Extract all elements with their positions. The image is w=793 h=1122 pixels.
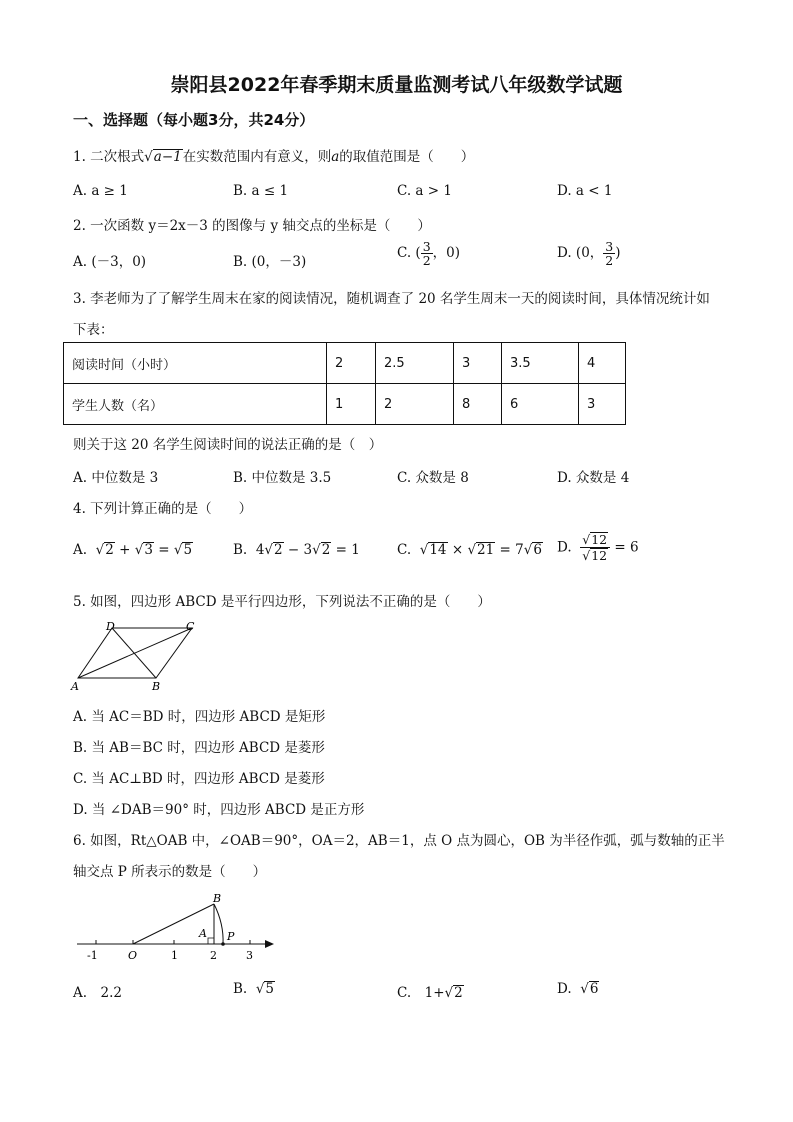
table-cell: 3 xyxy=(454,343,502,384)
q4-option-d: D. $\frac{√12}{√12}$ = 6 xyxy=(557,532,639,564)
vertex-label-c: C xyxy=(186,620,195,633)
radical-sign: √ xyxy=(264,542,274,558)
axis-arrow xyxy=(265,940,274,948)
q2-d-post: ) xyxy=(615,245,621,262)
radical-sign: √ xyxy=(255,981,265,997)
q2-d-fraction xyxy=(603,240,615,267)
table-cell: 学生人数（名） xyxy=(64,384,327,425)
q4-d-rhs: 6 xyxy=(630,539,639,556)
q4-d-num: 12 xyxy=(591,532,608,547)
q2-option-b: B. (0，－3) xyxy=(233,254,307,270)
q3-option-a: A. 中位数是 3 xyxy=(73,470,159,486)
q4-c-c: 7 xyxy=(515,542,524,558)
table-cell: 2.5 xyxy=(376,343,454,384)
radical-sign: √ xyxy=(95,542,105,558)
radical-sign: √ xyxy=(582,532,591,547)
question-4: 4. 下列计算正确的是（ ） xyxy=(73,501,253,517)
q1-text-post: 在实数范围内有意义，则 xyxy=(182,149,332,165)
q4-b-r1: 2 xyxy=(274,542,283,558)
origin-label: O xyxy=(128,949,138,962)
q2-c-post: ，0) xyxy=(432,245,461,262)
q3-option-d: D. 众数是 4 xyxy=(557,470,630,486)
q4-b-label: B. xyxy=(233,542,248,558)
tick-label: 3 xyxy=(246,949,253,962)
q6-c-label: C. 1+ xyxy=(397,985,445,1001)
q6-d-label: D. xyxy=(557,981,572,997)
table-cell: 3.5 xyxy=(502,343,579,384)
q4-option-c: C. √14 × √21 = 7√6 xyxy=(397,542,542,558)
parallelogram-figure xyxy=(68,618,203,693)
table-cell: 2 xyxy=(327,343,376,384)
q6-option-c xyxy=(397,981,464,1002)
section-heading: 一、选择题（每小题3分，共24分） xyxy=(73,111,315,129)
q5-option-b: B. 当 AB＝BC 时，四边形 ABCD 是菱形 xyxy=(73,740,325,756)
table-cell: 3 xyxy=(579,384,626,425)
q2-option-a: A. (－3，0) xyxy=(73,254,147,270)
q1-option-b: B. a ≤ 1 xyxy=(233,183,289,199)
q2-c-fraction xyxy=(421,240,433,267)
q6-b-label: B. xyxy=(233,981,248,997)
table-cell: 8 xyxy=(454,384,502,425)
question-6-line1: 6. 如图，Rt△OAB 中，∠OAB＝90°，OA＝2，AB＝1，点 O 点为圆心，OB 为半径作弧，弧与数轴的正半 xyxy=(73,833,725,849)
q4-c-r2: 21 xyxy=(477,542,495,558)
table-row xyxy=(64,343,626,384)
q4-a-r2: 3 xyxy=(144,542,153,558)
q5-option-c: C. 当 AC⊥BD 时，四边形 ABCD 是菱形 xyxy=(73,771,325,787)
q5-option-a: A. 当 AC＝BD 时，四边形 ABCD 是矩形 xyxy=(73,709,326,725)
question-3-line2: 下表： xyxy=(73,322,114,338)
q4-c-label: C. xyxy=(397,542,412,558)
radical-sign: √ xyxy=(144,149,153,165)
q3-option-b: B. 中位数是 3.5 xyxy=(233,470,332,486)
q2-c-num: 3 xyxy=(422,239,431,254)
q1-option-d: D. a < 1 xyxy=(557,183,613,199)
q1-option-a: A. a ≥ 1 xyxy=(73,183,128,199)
q4-option-b: B. 4√2 − 3√2 = 1 xyxy=(233,542,360,558)
table-row xyxy=(64,384,626,425)
q6-c-rad: 2 xyxy=(454,985,463,1001)
point-b-label: B xyxy=(213,892,222,905)
q3-option-c: C. 众数是 8 xyxy=(397,470,469,486)
q4-d-num-wrap xyxy=(580,532,610,548)
vertex-label-a: A xyxy=(71,680,79,693)
q4-d-den-wrap xyxy=(582,548,608,563)
radical-sign: √ xyxy=(523,542,533,558)
q2-option-d xyxy=(557,240,621,267)
q4-b-rhs: 1 xyxy=(351,542,360,558)
q4-a-r1: 2 xyxy=(105,542,114,558)
q4-b-r2: 2 xyxy=(321,542,331,558)
point-p-label: P xyxy=(227,930,235,943)
q2-d-num: 3 xyxy=(605,239,614,254)
question-5: 5. 如图，四边形 ABCD 是平行四边形，下列说法不正确的是（ ） xyxy=(73,594,491,610)
q4-d-fraction xyxy=(580,532,610,564)
q4-d-den: 12 xyxy=(591,548,608,564)
tick-label: 2 xyxy=(210,949,217,962)
q1-text-post2: 的取值范围是（ ） xyxy=(339,149,475,165)
tick-label: -1 xyxy=(87,949,98,962)
q2-c-pre: C. ( xyxy=(397,245,421,262)
radical-sign: √ xyxy=(419,542,429,558)
vertex-label-d: D xyxy=(106,620,115,633)
q4-a-label: A. xyxy=(73,542,88,558)
number-line-figure xyxy=(72,890,282,965)
question-2: 2. 一次函数 y＝2x－3 的图像与 y 轴交点的坐标是（ ） xyxy=(73,218,431,234)
q6-option-d xyxy=(557,981,599,998)
q2-option-c xyxy=(397,240,460,267)
radical-sign: √ xyxy=(467,542,477,558)
reading-time-table xyxy=(63,342,626,425)
q4-a-r3: 5 xyxy=(183,542,193,558)
q2-d-den: 2 xyxy=(605,253,614,269)
radical-sign: √ xyxy=(173,542,183,558)
page-title: 崇阳县2022年春季期末质量监测考试八年级数学试题 xyxy=(170,74,623,96)
point-a-label: A xyxy=(199,927,207,940)
question-1 xyxy=(73,145,474,166)
q2-c-den: 2 xyxy=(422,253,431,269)
q4-d-label: D. xyxy=(557,539,572,556)
radical-sign: √ xyxy=(580,981,589,997)
q1-var: a xyxy=(331,149,340,165)
radical-sign: √ xyxy=(444,985,454,1001)
q6-b-rad: 5 xyxy=(265,981,275,997)
right-angle-mark xyxy=(208,938,214,944)
table-cell: 阅读时间（小时） xyxy=(64,343,327,384)
tick-label: 1 xyxy=(171,949,178,962)
q1-option-c: C. a > 1 xyxy=(397,183,452,199)
q6-option-a: A. 2.2 xyxy=(73,985,123,1001)
q4-c-r1: 14 xyxy=(429,542,447,558)
question-3-line1: 3. 李老师为了了解学生周末在家的阅读情况，随机调查了 20 名学生周末一天的阅读时间，具体情况统计如 xyxy=(73,291,710,307)
table-cell: 6 xyxy=(502,384,579,425)
radical-sign: √ xyxy=(134,542,144,558)
q5-option-d: D. 当 ∠DAB＝90° 时，四边形 ABCD 是正方形 xyxy=(73,802,365,818)
table-cell: 1 xyxy=(327,384,376,425)
q1-radicand: a−1 xyxy=(153,149,182,165)
radical-sign: √ xyxy=(312,542,321,558)
q1-text-pre: 1. 二次根式 xyxy=(73,149,145,165)
table-cell: 2 xyxy=(376,384,454,425)
q4-b-c1: 4 xyxy=(255,542,265,558)
table-cell: 4 xyxy=(579,343,626,384)
radical-sign: √ xyxy=(582,548,591,564)
q2-d-pre: D. (0， xyxy=(557,245,604,262)
q4-option-a: A. √2 + √3 = √5 xyxy=(73,542,193,558)
q4-b-c2: 3 xyxy=(303,542,313,558)
point-p xyxy=(221,942,225,946)
q4-c-r3: 6 xyxy=(533,542,542,558)
question-3-after: 则关于这 20 名学生阅读时间的说法正确的是（ ） xyxy=(73,437,383,453)
question-6-line2: 轴交点 P 所表示的数是（ ） xyxy=(73,864,267,880)
arc-bp xyxy=(214,904,223,944)
q6-option-b xyxy=(233,981,275,998)
diagonal-bd xyxy=(112,628,156,678)
q6-d-rad: 6 xyxy=(589,981,599,997)
vertex-label-b: B xyxy=(152,680,161,693)
